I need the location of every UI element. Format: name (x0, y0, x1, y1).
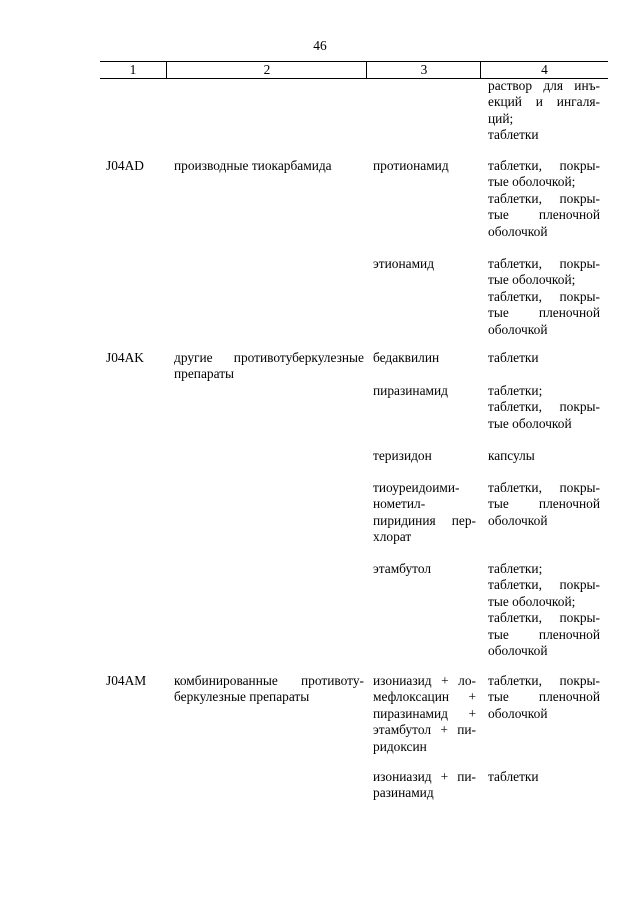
drug-name (373, 256, 476, 272)
text-line: производные тиокарбамида (174, 158, 332, 173)
atc-code: J04AM (106, 673, 147, 688)
header-col-3: 3 (366, 62, 481, 78)
dosage-forms (488, 561, 600, 659)
dosage-forms (488, 256, 600, 338)
dosage-forms (488, 448, 600, 464)
text-line: теризидон (373, 448, 432, 463)
group-name (174, 350, 364, 383)
text-line: оболочкой (488, 643, 548, 659)
drug-name (373, 350, 476, 366)
text-line: тые пленочной (488, 626, 600, 642)
dosage-forms (488, 769, 600, 785)
text-line: препараты (174, 366, 235, 382)
text-line: таблетки, покры- (488, 480, 600, 495)
text-line: таблетки, покры- (488, 256, 600, 271)
text-line: ций; (488, 110, 514, 126)
atc-code: J04AD (106, 158, 144, 173)
text-line: тые пленочной (488, 305, 600, 321)
text-line: ридоксин (373, 738, 427, 754)
text-line: этионамид (373, 256, 435, 271)
text-line: изониазид + ло- (373, 673, 476, 688)
text-line: тиоуреидоими- (373, 480, 460, 495)
header-col-1: 1 (129, 62, 137, 77)
text-line: тые пленочной (488, 207, 600, 223)
header-col-4: 4 (480, 62, 608, 78)
drug-name (373, 769, 476, 802)
dosage-forms (488, 673, 600, 722)
atc-code: J04AK (106, 350, 144, 365)
text-line: таблетки, покры- (488, 673, 600, 688)
text-line: оболочкой (488, 321, 548, 337)
text-line: таблетки, покры- (488, 610, 600, 626)
text-line: раствор для инъ- (488, 78, 600, 93)
dosage-forms (488, 158, 600, 240)
text-line: оболочкой (488, 705, 548, 721)
text-line: таблетки, покры- (488, 190, 600, 206)
dosage-forms (488, 350, 600, 366)
group-name (174, 158, 364, 174)
text-line: тые пленочной (488, 496, 600, 512)
drug-name (373, 673, 476, 755)
text-line: нометил- (373, 496, 426, 512)
group-name (174, 673, 364, 706)
text-line: таблетки, покры- (488, 577, 600, 593)
drug-name (373, 480, 476, 546)
text-line: таблетки, покры- (488, 288, 600, 304)
text-line: тые оболочкой; (488, 593, 576, 609)
text-line: таблетки; (488, 561, 543, 576)
drug-name (373, 158, 476, 174)
dosage-forms (488, 383, 600, 432)
text-line: пиридиния пер- (373, 512, 476, 528)
text-line: оболочкой (488, 512, 548, 528)
text-line: тые оболочкой; (488, 174, 576, 190)
text-line: таблетки, покры- (488, 158, 600, 173)
text-line: таблетки (488, 350, 539, 365)
text-line: мефлоксацин + (373, 689, 476, 705)
page-number: 46 (313, 38, 327, 53)
text-line: изониазид + пи- (373, 769, 476, 784)
text-line: пиразинамид + (373, 705, 476, 721)
text-line: тые оболочкой (488, 415, 572, 431)
text-line: капсулы (488, 448, 535, 463)
drug-name (373, 383, 476, 399)
text-line: другие противотуберкулезные (174, 350, 364, 365)
text-line: пиразинамид (373, 383, 448, 398)
text-line: таблетки, покры- (488, 399, 600, 415)
text-line: протионамид (373, 158, 449, 173)
text-line: таблетки (488, 769, 539, 784)
text-line: этамбутол (373, 561, 432, 576)
text-line: тые оболочкой; (488, 272, 576, 288)
table-header-row (100, 61, 608, 79)
text-line: комбинированные противоту- (174, 673, 364, 688)
text-line: таблетки (488, 127, 539, 143)
text-line: таблетки; (488, 383, 543, 398)
text-line: хлорат (373, 529, 412, 545)
header-col-2: 2 (166, 62, 367, 78)
text-line: бедаквилин (373, 350, 440, 365)
text-line: екций и ингаля- (488, 94, 600, 110)
text-line: оболочкой (488, 223, 548, 239)
drug-name (373, 448, 476, 464)
drug-name (373, 561, 476, 577)
text-line: этамбутол + пи- (373, 722, 476, 738)
text-line: разинамид (373, 785, 434, 801)
text-line: беркулезные препараты (174, 689, 310, 705)
continued-dosage-forms (488, 78, 600, 144)
text-line: тые пленочной (488, 689, 600, 705)
dosage-forms (488, 480, 600, 529)
